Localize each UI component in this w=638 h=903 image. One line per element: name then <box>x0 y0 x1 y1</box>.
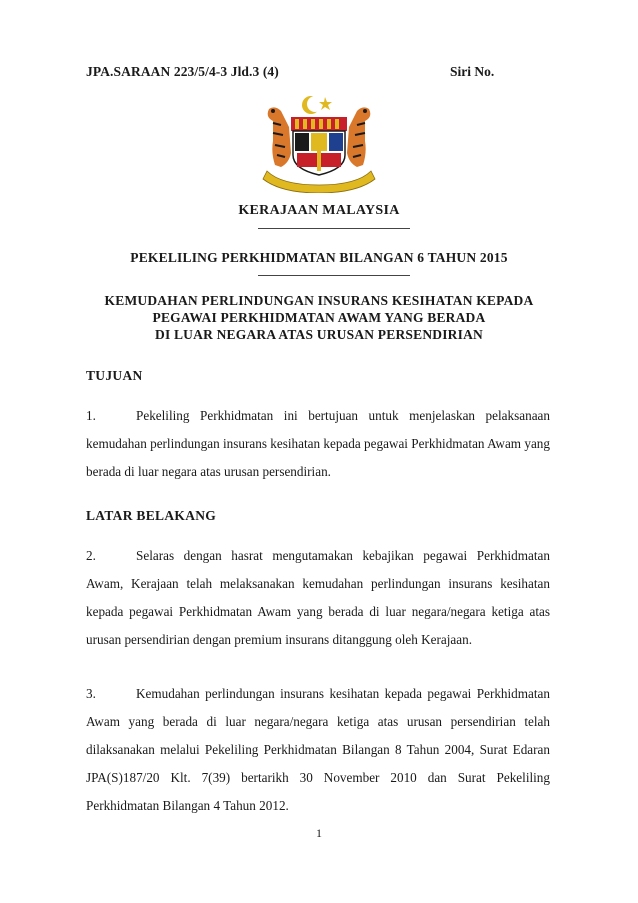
shield-icon <box>291 117 347 175</box>
government-title: KERAJAAN MALAYSIA <box>238 203 400 218</box>
paragraph-text: Pekeliling Perkhidmatan ini bertujuan untuk menjelaskan pelaksanaan kemudahan perlindungan insurans kesihatan kepada pegawai Perkhidmatan Awam yang berada di luar negara atas urusan persendirian. <box>86 408 550 479</box>
paragraph-text: Selaras dengan hasrat mengutamakan kebajikan pegawai Perkhidmatan Awam, Kerajaan telah melaksanakan kemudahan perlindungan insurans kesihatan kepada pegawai Perkhidmatan Awam yang berada di luar negara/negara ketiga atas urusan persendirian dengan premium insurans ditanggung oleh Kerajaan. <box>86 548 550 647</box>
reference-number: JPA.SARAAN 223/5/4-3 Jld.3 (4) <box>86 64 279 79</box>
divider-2 <box>258 275 410 276</box>
serial-number-label: Siri No. <box>450 64 495 79</box>
page-number: 1 <box>316 826 322 840</box>
heading-latar-belakang: LATAR BELAKANG <box>86 508 217 523</box>
heading-tujuan: TUJUAN <box>86 368 143 383</box>
subject-line-1: KEMUDAHAN PERLINDUNGAN INSURANS KESIHATAN KEPADA <box>104 293 534 308</box>
left-tiger-icon <box>268 107 291 167</box>
divider-1 <box>258 228 410 229</box>
paragraph-text: Kemudahan perlindungan insurans kesihatan kepada pegawai Perkhidmatan Awam yang berada di luar negara/negara ketiga atas urusan persendirian telah dilaksanakan melalui Pekeliling Perkhidmatan Bilangan 8 Tahun 2004, Surat Edaran JPA(S)187/20 Klt. 7(39) bertarikh 30 November 2010 dan Surat Pekeliling Perkhidmatan Bilangan 4 Tahun 2012. <box>86 686 550 813</box>
paragraph-number: 1. <box>86 408 96 423</box>
paragraph-1 <box>86 402 550 486</box>
paragraph-number: 3. <box>86 686 96 701</box>
circular-title: PEKELILING PERKHIDMATAN BILANGAN 6 TAHUN 2015 <box>130 250 508 265</box>
subject-line-3: DI LUAR NEGARA ATAS URUSAN PERSENDIRIAN <box>155 327 483 342</box>
paragraph-number: 2. <box>86 548 96 563</box>
subject-title <box>0 292 638 343</box>
right-tiger-icon <box>347 107 370 167</box>
subject-line-2: PEGAWAI PERKHIDMATAN AWAM YANG BERADA <box>152 310 486 325</box>
paragraph-2 <box>86 542 550 654</box>
crescent-star-icon <box>302 96 332 114</box>
paragraph-3 <box>86 680 550 820</box>
malaysia-coat-of-arms-icon <box>251 93 387 193</box>
